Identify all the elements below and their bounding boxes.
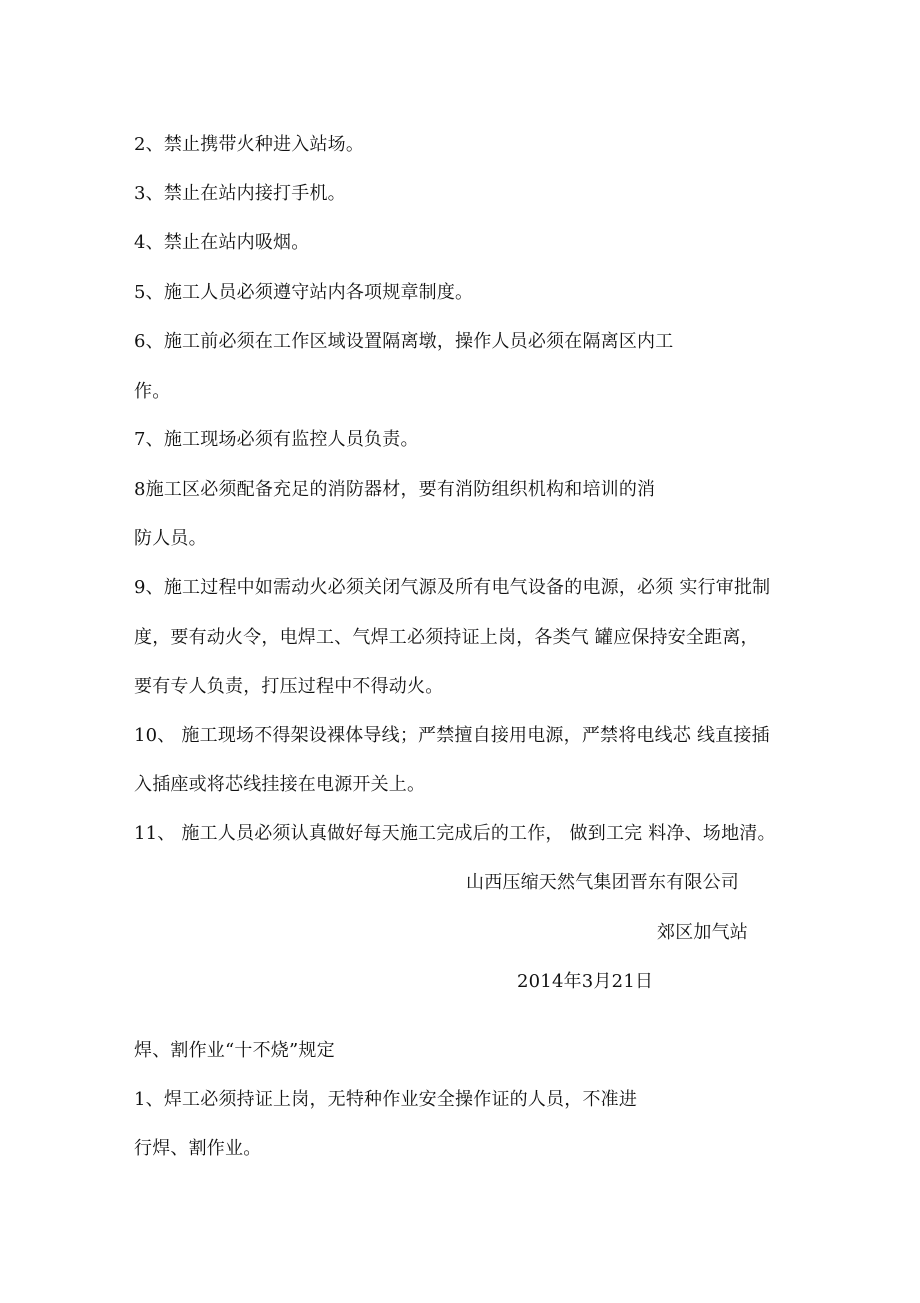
rule-9: 9、施工过程中如需动火必须关闭气源及所有电气设备的电源，必须 实行审批制 (134, 577, 771, 598)
section-rule-1: 1、焊工必须持证上岗，无特种作业安全操作证的人员，不准进 (134, 1089, 638, 1110)
rule-7: 7、施工现场必须有监控人员负责。 (134, 429, 419, 450)
rule-11: 11、 施工人员必须认真做好每天施工完成后的工作， 做到工完 料净、场地清。 (134, 823, 776, 844)
signature-date: 2014年3月21日 (517, 971, 654, 992)
signature-company: 山西压缩天然气集团晋东有限公司 (466, 872, 739, 893)
rule-5: 5、施工人员必须遵守站内各项规章制度。 (134, 282, 474, 303)
rule-6-continued: 作。 (134, 381, 171, 402)
rule-9-continued-2: 要有专人负责，打压过程中不得动火。 (134, 676, 444, 697)
rule-8: 8施工区必须配备充足的消防器材，要有消防组织机构和培训的消 (134, 479, 656, 500)
rule-10: 10、 施工现场不得架设裸体导线；严禁擅自接用电源，严禁将电线芯 线直接插 (134, 725, 770, 746)
rule-8-continued: 防人员。 (134, 528, 207, 549)
rule-4: 4、禁止在站内吸烟。 (134, 232, 310, 253)
section-rule-1-continued: 行焊、割作业。 (134, 1138, 262, 1159)
rule-2: 2、禁止携带火种进入站场。 (134, 134, 365, 155)
rule-10-continued: 入插座或将芯线挂接在电源开关上。 (134, 774, 426, 795)
rule-6: 6、施工前必须在工作区域设置隔离墩，操作人员必须在隔离区内工 (134, 331, 674, 352)
section-title: 焊、割作业“十不烧”规定 (134, 1040, 335, 1061)
rule-9-continued-1: 度，要有动火令，电焊工、气焊工必须持证上岗，各类气 罐应保持安全距离， (134, 627, 759, 648)
rule-3: 3、禁止在站内接打手机。 (134, 183, 346, 204)
signature-station: 郊区加气站 (657, 922, 748, 943)
